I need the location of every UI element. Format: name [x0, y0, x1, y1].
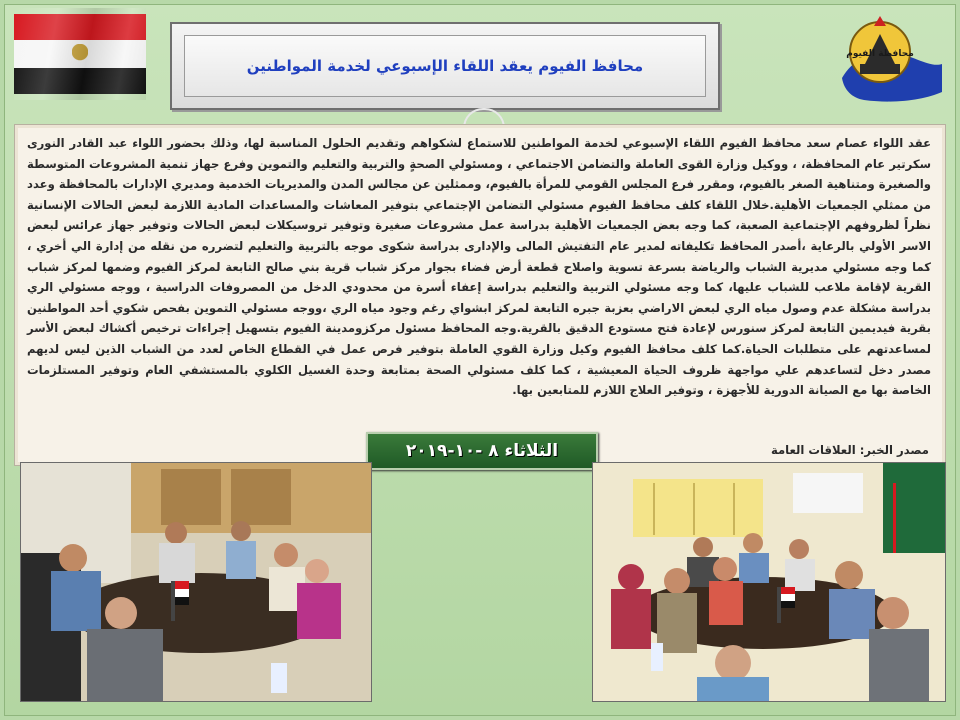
article-body: عقد اللواء عصام سعد محافظ الفيوم اللقاء الإسبوعي لخدمة المواطنين للاستماع لشكواهم وتقديم الحلول المناسبة لها، وذلك بحضور اللواء عبد القادر النورى سكرتير عام المحافظة، ، ووكيل وزارة القوى العاملة والتضامن الاجتماعي ، ومسئولي الصحةٍ والتربية والتعليم والتموين وفرع جهاز تنمية المشروعات المتوسطة والصغيرة ومتناهية الصغر بالفيوم، ومقرر فرع المجلس القومي للمرأة بالفيوم، وممثلين عن مجالس المدن والمديريات الخدمية ومديري الإدارات بالمحافظة وعدد من ممثلي الجمعيات الأهلية.خلال اللقاء كلف محافظ الفيوم مسئولي التضامن الإجتماعي بتوفير المعاشات والمساعدات المادية اللازمة لبعض الحالات الإنسانية نظراً لظروفهم الإجتماعية الصعبة، كما وجه بعض الجمعيات الأهلية بدراسة عمل مشروعات صغيرة وتوفير تروسيكلات لبعض الحالات وتوفير جهاز عرائس لبعض الاسر الأولي بالرعاية ،أصدر المحافظ تكليفاته لمدير عام التفتيش المالى والإدارى بدراسة شكوى موجه بالتربية والتعليم لتضرره من نقله من إدارة الي أخري ، كما وجه مسئولي مديرية الشباب والرياضة بسرعة تسوية واصلاح قطعة أرض فضاء بجوار مركز شباب قرية بني صالح التابعة لمركز الفيوم وضمها لمركز شباب القرية لإقامة ملاعب للشباب عليها، كما وجه مسئولي التربية والتعليم بدراسة إعفاء أسرة من محدودي الدخل من المصروفات الدراسية ، ووجه مسئولي الري بدراسة مشكلة عدم وصول مياه الري لبعض الاراضي بعزبة جبره التابعة لمركز ابشواي رغم وجود مياه الري ،ووجه مسئولي التموين بفحص شكوي أحد المواطنين بقرية فيديمين التابعة لمركز سنورس لإعادة فتح مستودع الدقيق بالقرية.وجه المحافظ مسئول مركزومدينة الفيوم بتسهيل إجراءات ترخيص أكشاك لبعض الأسر لمساعدتهم على متطلبات الحياة.كما كلف محافظ الفيوم وكيل وزارة القوي العاملة بتوفير فرص عمل في القطاع الخاص لعدد من الشباب الذين ليس لديهم مصدر دخل لتساعدهم علي مواجهة ظروف الحياة المعيشية ، كما كلف مسئولي الصحة بمتابعة وحدة الغسيل الكلوي بالمستشفي العام وتوفير المستلزمات الخاصة بها مع الصيانة الدورية للأجهزة ، وتوفير العلاج اللازم للمتابعين بها. — [27, 136, 931, 398]
title-box — [170, 22, 720, 110]
date-text: الثلاثاء ٨ -١٠-٢٠١٩ — [405, 441, 559, 461]
article-box — [14, 124, 946, 466]
egypt-flag-icon — [14, 8, 146, 100]
title-inner — [184, 35, 706, 97]
fayoum-governorate-seal-icon — [834, 8, 946, 106]
logo-text: محافظة الفيوم — [846, 49, 914, 59]
date-banner — [366, 432, 598, 470]
page-title: محافظ الفيوم يعقد اللقاء الإسبوعي لخدمة المواطنين — [246, 57, 644, 75]
article-source: مصدر الخبر: العلاقات العامة — [770, 443, 929, 457]
meeting-photo-left — [20, 462, 372, 702]
meeting-photo-right — [592, 462, 946, 702]
